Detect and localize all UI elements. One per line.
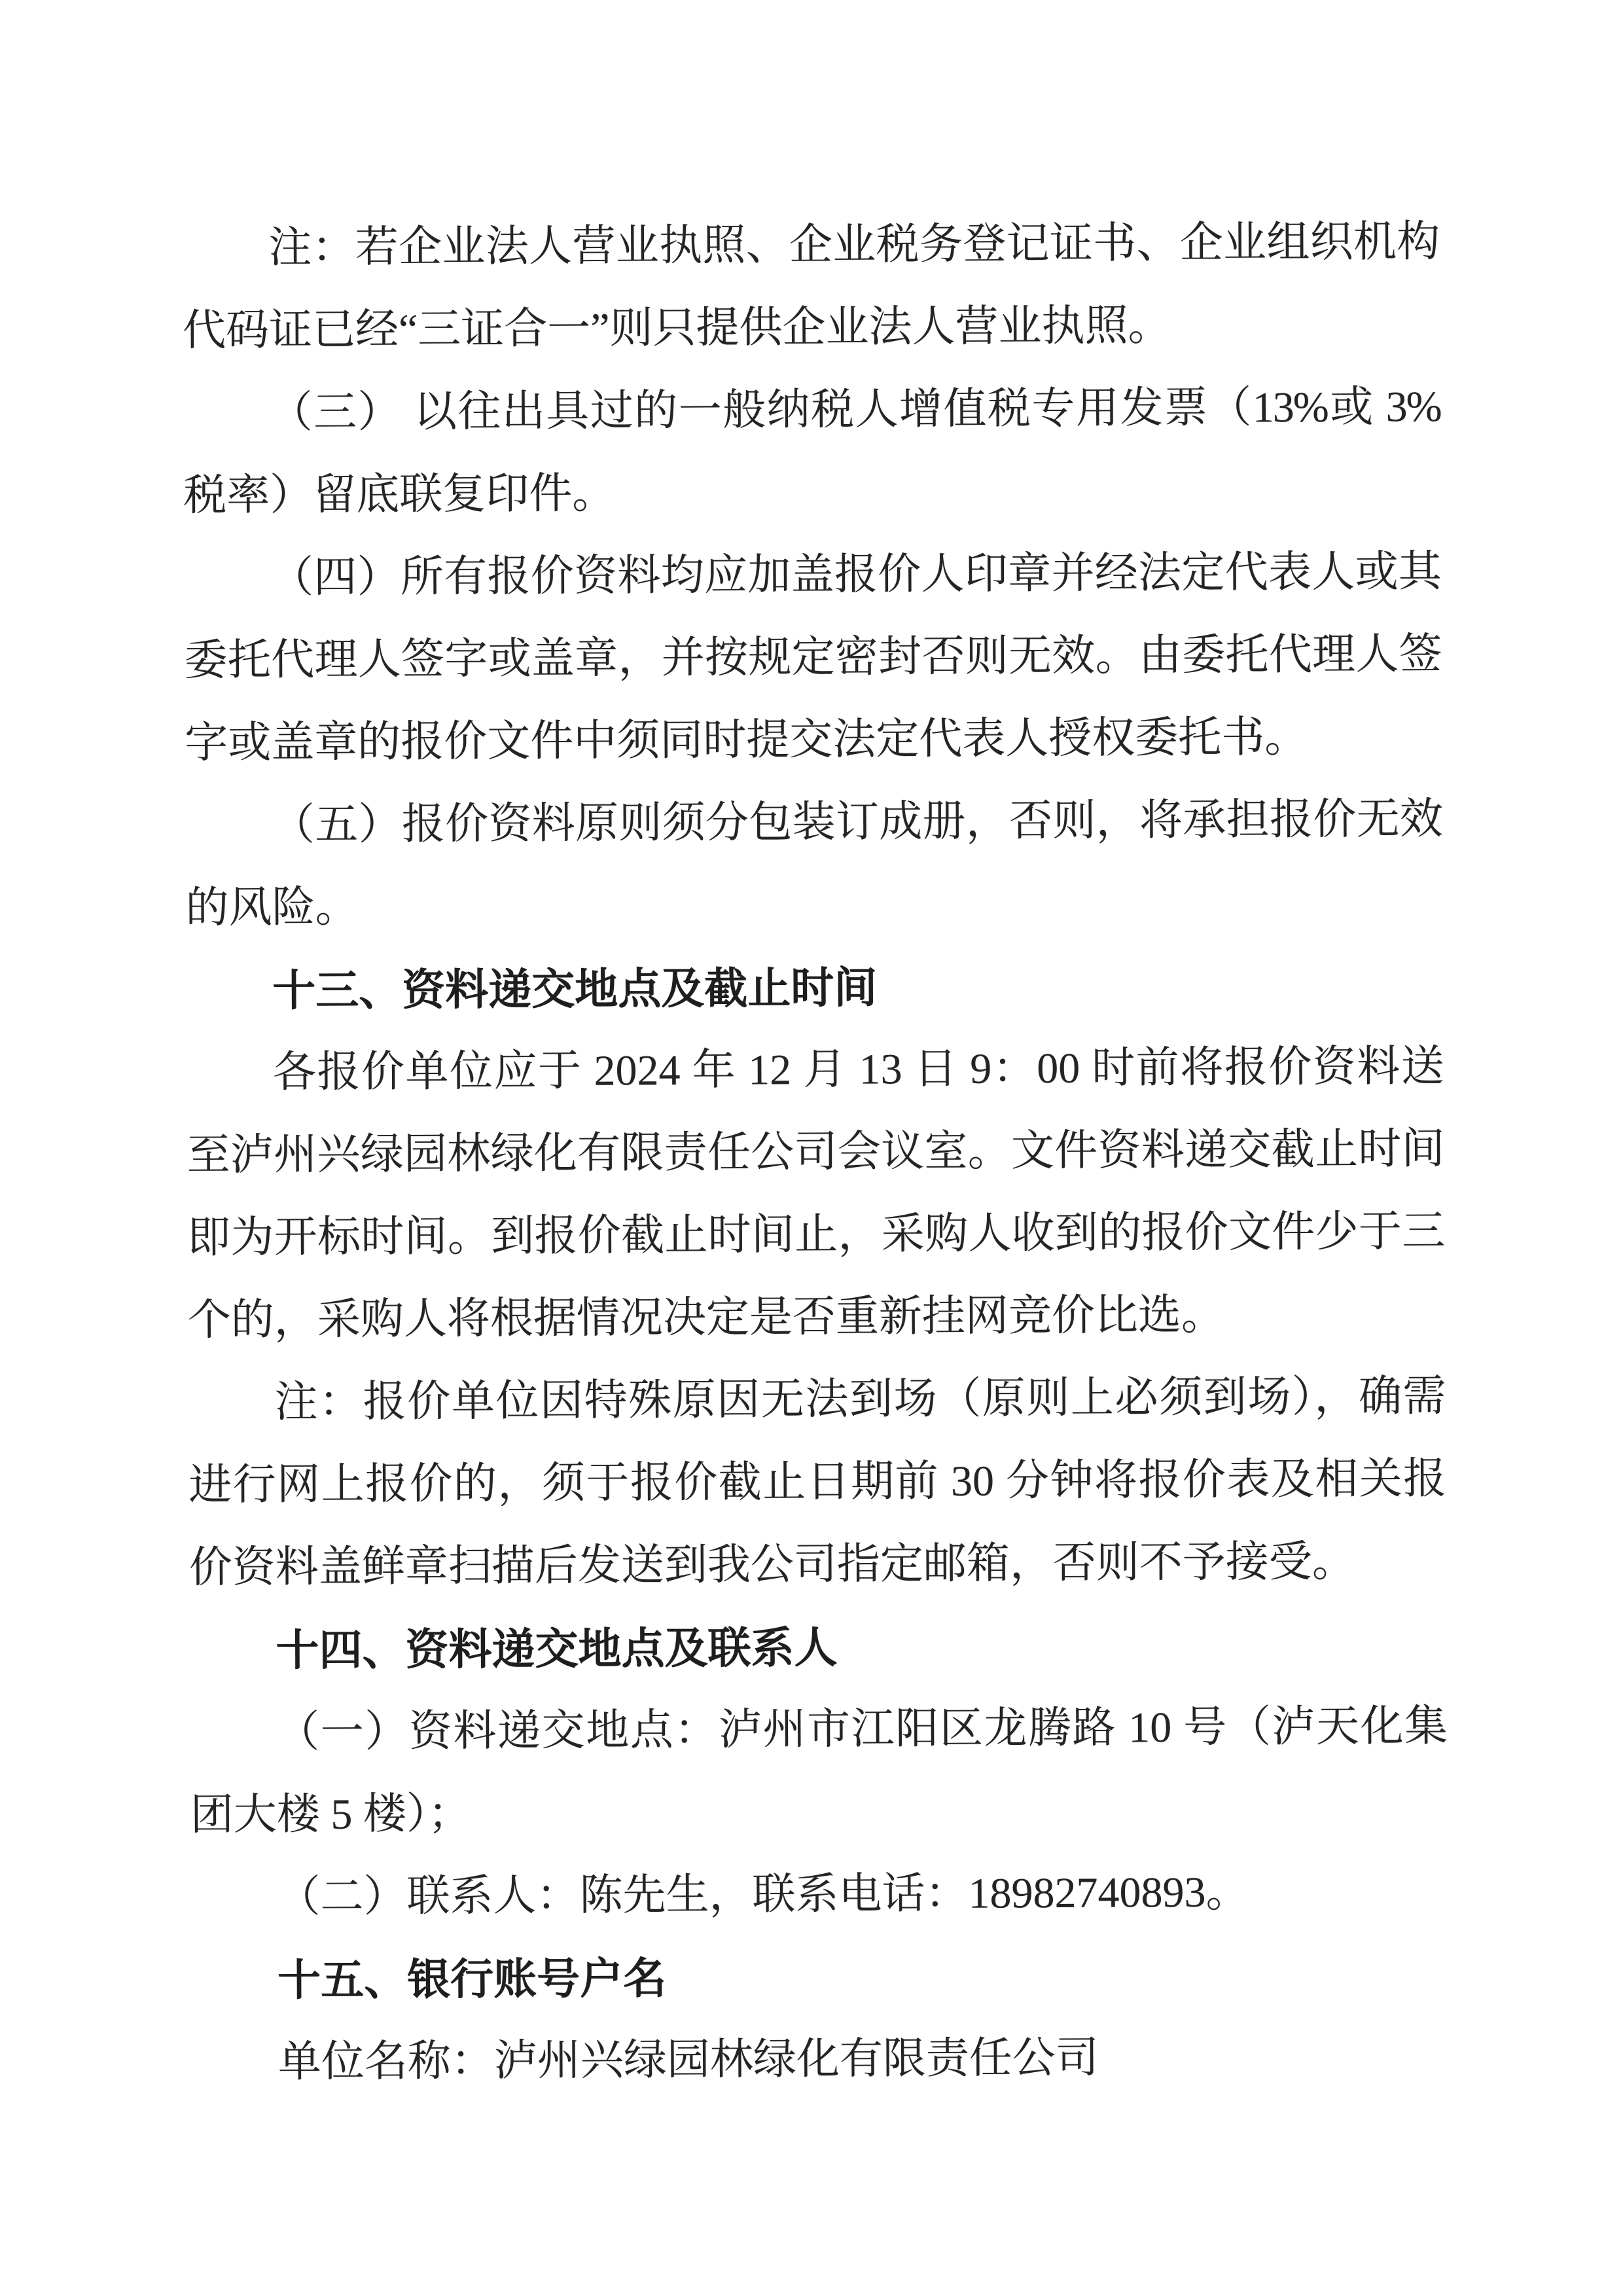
list-item-line: （二）联系人：陈先生，联系电话：18982740893。 (277, 1868, 1249, 1922)
list-item-line: 税率）留底联复印件。 (183, 469, 616, 520)
list-item-line: 委托代理人签字或盖章，并按规定密封否则无效。由委托代理人签 (184, 630, 1442, 685)
section-heading-13: 十三、资料递交地点及截止时间 (272, 963, 878, 1015)
section-heading-14: 十四、资料递交地点及联系人 (276, 1623, 838, 1675)
paragraph-line: 各报价单位应于 2024 年 12 月 13 日 9：00 时前将报价资料送 (272, 1042, 1445, 1097)
note-line: 注：报价单位因特殊原因无法到场（原则上必须到场），确需 (274, 1372, 1446, 1427)
list-item-line: 字或盖章的报价文件中须同时提交法定代表人授权委托书。 (185, 713, 1308, 767)
list-item-line: （三） 以往出具过的一般纳税人增值税专用发票（13%或 3% (269, 382, 1441, 437)
note-line: 进行网上报价的，须于报价截止日期前 30 分钟将报价表及相关报 (188, 1454, 1447, 1509)
list-item-line: （四）所有报价资料均应加盖报价人印章并经法定代表人或其 (270, 547, 1442, 602)
document-text-block (182, 201, 1450, 2104)
list-item-line: 的风险。 (185, 883, 359, 932)
list-item-line: （一）资料递交地点：泸州市江阳区龙腾路 10 号（泸天化集 (276, 1702, 1448, 1757)
note-line: 价资料盖鲜章扫描后发送到我公司指定邮箱，否则不予接受。 (188, 1537, 1356, 1592)
list-item-line: （五）报价资料原则须分包装订成册，否则，将承担报价无效 (271, 795, 1444, 850)
note-line: 注：若企业法人营业执照、企业税务登记证书、企业组织机构 (268, 217, 1440, 272)
note-line: 代码证已经“三证合一”则只提供企业法人营业执照。 (182, 302, 1171, 355)
paragraph-line: 个的，采购人将根据情况决定是否重新挂网竞价比选。 (187, 1291, 1225, 1344)
list-item-line: 团大楼 5 楼）； (190, 1789, 472, 1839)
paragraph-line: 即为开标时间。到报价截止时间止，采购人收到的报价文件少于三 (187, 1207, 1446, 1262)
section-heading-15: 十五、银行账号户名 (277, 1954, 667, 2005)
paragraph-line: 至泸州兴绿园林绿化有限责任公司会议室。文件资料递交截止时间 (187, 1124, 1445, 1179)
paragraph-line: 单位名称：泸州兴绿园林绿化有限责任公司 (277, 2034, 1099, 2087)
